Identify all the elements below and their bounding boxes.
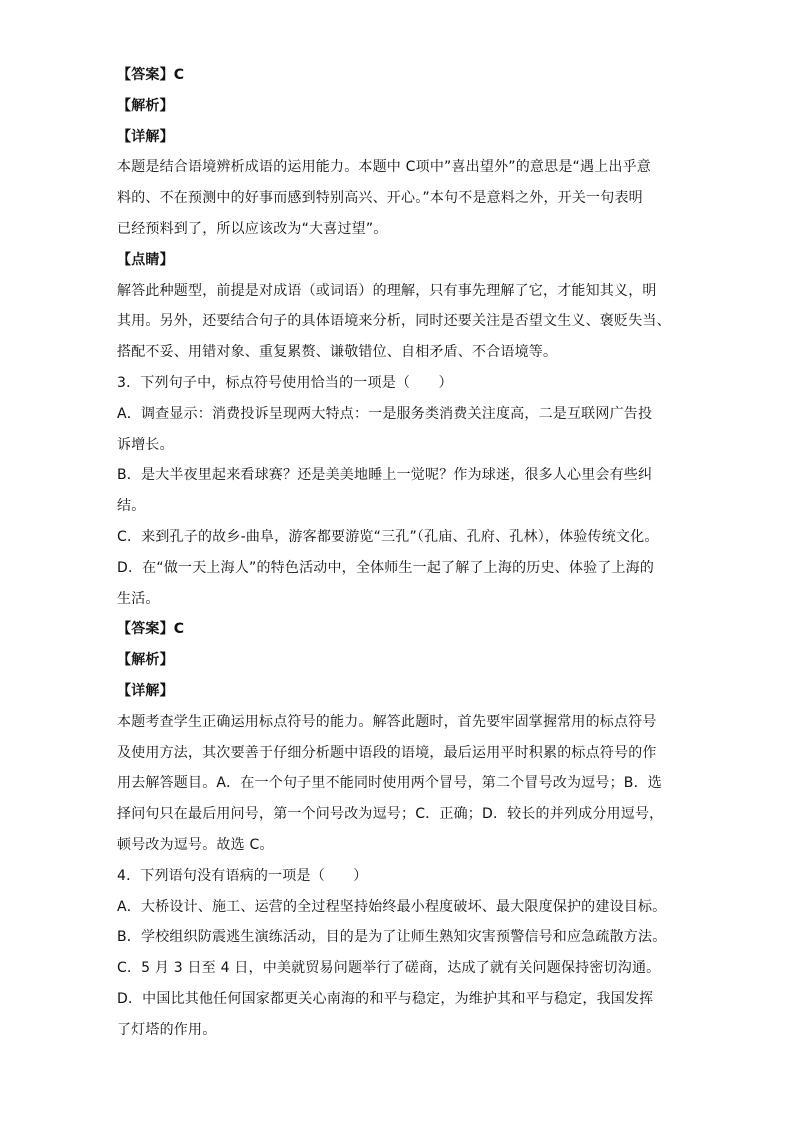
option-line: D．在“做一天上海人”的特色活动中，全体师生一起了解了上海的历史、体验了上海的 [117, 559, 655, 576]
option-line: B．学校组织防震逃生演练活动，目的是为了让师生熟知灾害预警信号和应急疏散方法。 [117, 929, 667, 946]
tip-line: 搭配不妥、用错对象、重复累赘、谦敬错位、自相矛盾、不合语境等。 [117, 344, 558, 361]
question-3-option-a [117, 399, 677, 461]
question-3-option-c [117, 522, 677, 553]
option-line: A．调查显示：消费投诉呈现两大特点：一是服务类消费关注度高，二是互联网广告投 [117, 405, 653, 422]
detail-line: 及使用方法，其次要善于仔细分析题中语段的语境，最后运用平时积累的标点符号的作 [117, 744, 657, 761]
option-line: 结。 [117, 498, 146, 515]
question-3-stem: 3．下列句子中，标点符号使用恰当的一项是（ ） [117, 374, 453, 391]
detail-line: 顿号改为逗号。故选 C。 [117, 836, 274, 853]
detail-label: 【详解】 [117, 682, 174, 699]
tip-paragraph [117, 276, 677, 368]
option-line: D．中国比其他任何国家都更关心南海的和平与稳定，为维护其和平与稳定，我国发挥 [117, 990, 654, 1007]
detail-line: 本题考查学生正确运用标点符号的能力。解答此题时，首先要牢固掌握常用的标点符号 [117, 713, 657, 730]
analysis-label: 【解析】 [117, 97, 174, 114]
question-3-option-d [117, 553, 677, 615]
tip-label: 【点睛】 [117, 251, 174, 268]
detail-paragraph [117, 707, 677, 861]
option-line: A．大桥设计、施工、运营的全过程坚持始终最小程度破坏、最大限度保护的建设目标。 [117, 898, 667, 915]
question-3-option-b [117, 460, 677, 522]
question-4-option-c [117, 953, 677, 984]
tip-line: 其用。另外，还要结合句子的具体语境来分析，同时还要关注是否望文生义、褒贬失当、 [117, 313, 671, 330]
question-4-stem: 4．下列语句没有语病的一项是（ ） [117, 867, 368, 884]
question-4-option-d [117, 984, 677, 1046]
detail-line: 料的、不在预测中的好事而感到特别高兴、开心。”本句不是意料之外，开关一句表明 [117, 190, 643, 207]
analysis-label: 【解析】 [117, 652, 174, 669]
option-line: C．5 月 3 日至 4 日，中美就贸易问题举行了磋商，达成了就有关问题保持密切沟通。 [117, 960, 661, 977]
question-4-option-a [117, 892, 677, 923]
option-line: C．来到孔子的故乡-曲阜，游客都要游览“三孔”（孔庙、孔府、孔林），体验传统文化。 [117, 528, 659, 545]
detail-line: 已经预料到了，所以应该改为“大喜过望”。 [117, 220, 388, 237]
answer-label: 【答案】C [117, 67, 185, 83]
tip-line: 解答此种题型，前提是对成语（或词语）的理解，只有事先理解了它，才能知其义，明 [117, 282, 657, 299]
option-line: 了灯塔的作用。 [117, 1021, 217, 1038]
detail-label: 【详解】 [117, 128, 174, 145]
question-4-option-b [117, 922, 677, 953]
detail-paragraph [117, 152, 677, 244]
detail-line: 本题是结合语境辨析成语的运用能力。本题中 C项中”喜出望外”的意思是“遇上出乎意 [117, 159, 651, 176]
option-line: B．是大半夜里起来看球赛？还是美美地睡上一觉呢？作为球迷，很多人心里会有些纠 [117, 467, 653, 484]
option-line: 生活。 [117, 590, 160, 607]
detail-line: 择问句只在最后用问号，第一个问号改为逗号；C．正确；D．较长的并列成分用逗号， [117, 806, 664, 823]
option-line: 诉增长。 [117, 436, 174, 453]
document-page [117, 60, 677, 1046]
detail-line: 用去解答题目。A．在一个句子里不能同时使用两个冒号，第二个冒号改为逗号；B．选 [117, 775, 662, 792]
answer-label: 【答案】C [117, 621, 185, 638]
